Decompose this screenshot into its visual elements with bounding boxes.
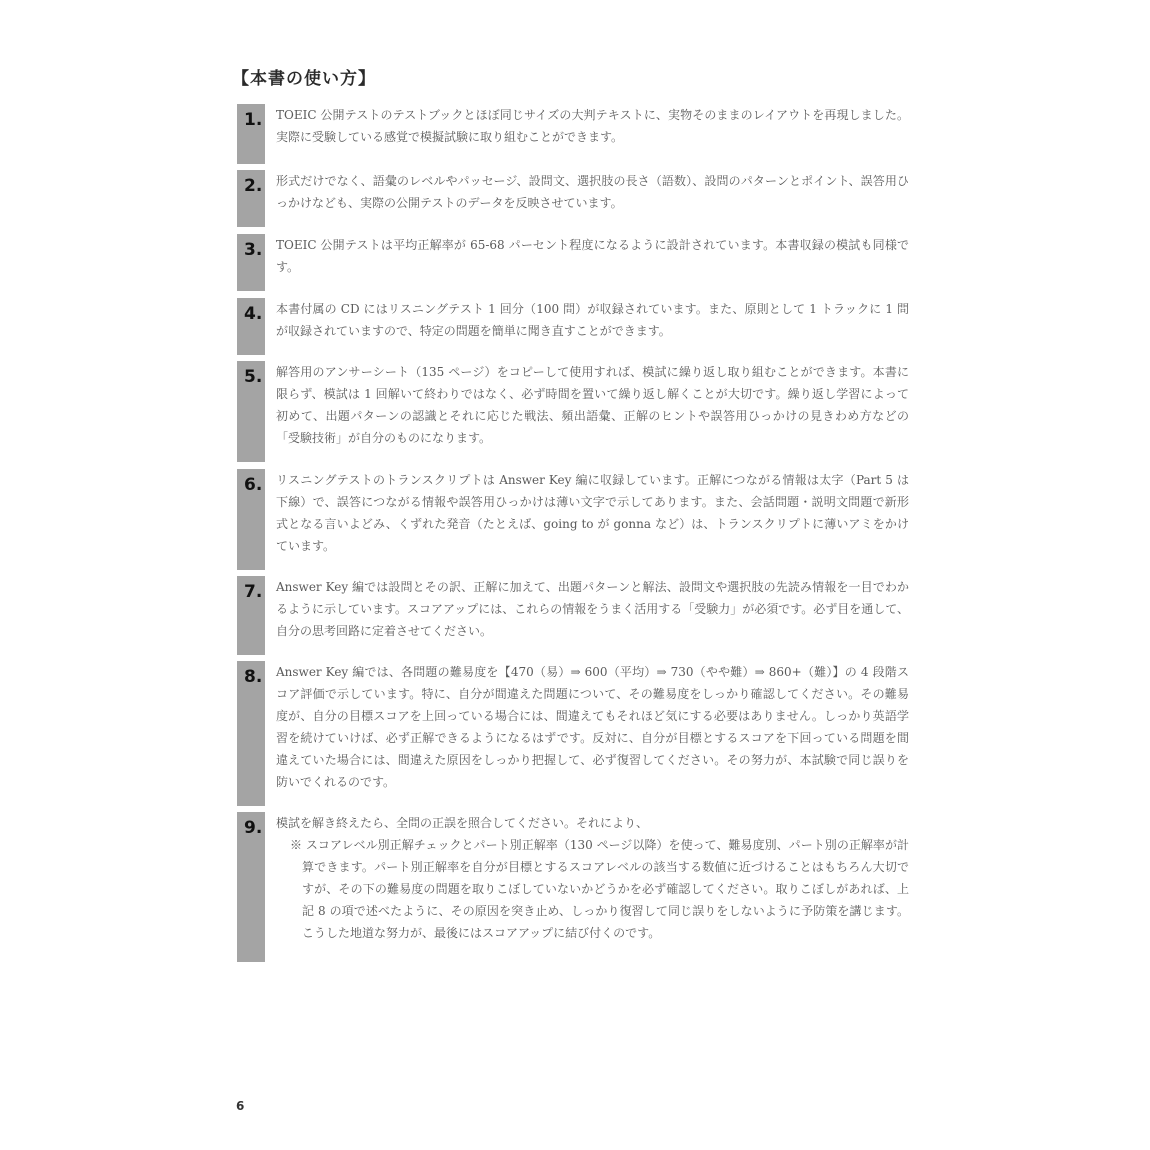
item-text: 解答用のアンサーシート（135 ページ）をコピーして使用すれば、模試に繰り返し取り組むことができます。本書に限らず、模試は 1 回解いて終わりではなく、必ず時間を置いて繰り返し解くことが大切です。繰り返し学習によって初めて、出題パターンの認識とそれに応じた戦法、頻出語彙、正解のヒントや誤答用ひっかけの見きわめ方などの「受験技術」が自分のものになります。	[276, 365, 909, 445]
item-text-block	[276, 812, 909, 944]
item-text: Answer Key 編では、各問題の難易度を【470（易）⇒ 600（平均）⇒ 730（やや難）⇒ 860+（難）】の 4 段階スコア評価で示しています。特に、自分が間違えた問題について、その難易度をしっかり確認してください。その難易度が、自分の目標スコアを上回っている場合には、間違えてもそれほど気にする必要はありません。しっかり英語学習を続けていけば、必ず正解できるようになるはずです。反対に、自分が目標とするスコアを下回っている問題を間違えていた場合には、間違えた原因をしっかり把握して、必ず復習してください。その努力が、本試験で同じ誤りを防いでくれるのです。	[276, 665, 909, 789]
item-number: 6.	[244, 475, 263, 495]
item-number-box	[237, 170, 265, 227]
item-note: ※ スコアレベル別正解チェックとパート別正解率（130 ページ以降）を使って、難易度別、パート別の正解率が計算できます。パート別正解率を自分が目標とするスコアレベルの該当する数値に近づけることはもちろん大切ですが、その下の難易度の問題を取りこぼしていないかどうかを必ず確認してください。取りこぼしがあれば、上記 8 の項で述べたように、その原因を突き止め、しっかり復習して同じ誤りをしないように予防策を講じます。こうした地道な努力が、最後にはスコアアップに結び付くのです。	[290, 838, 909, 940]
item-number-box	[237, 234, 265, 291]
usage-item-9	[237, 812, 909, 962]
item-text: 模試を解き終えたら、全問の正誤を照合してください。それにより、	[276, 816, 649, 830]
item-number: 8.	[244, 667, 263, 687]
page-heading: 【本書の使い方】	[232, 69, 376, 89]
item-number: 5.	[244, 367, 263, 387]
item-number-box	[237, 298, 265, 355]
item-number-box	[237, 576, 265, 655]
page-number: 6	[236, 1099, 245, 1113]
item-number-box	[237, 812, 265, 962]
item-text: TOEIC 公開テストのテストブックとほぼ同じサイズの大判テキストに、実物そのままのレイアウトを再現しました。実際に受験している感覚で模擬試験に取り組むことができます。	[276, 108, 909, 144]
item-text: TOEIC 公開テストは平均正解率が 65-68 パーセント程度になるように設計されています。本書収録の模試も同様です。	[276, 238, 909, 274]
usage-item-3	[237, 234, 909, 291]
usage-item-6	[237, 469, 909, 570]
item-number: 4.	[244, 304, 263, 324]
usage-item-4	[237, 298, 909, 355]
item-number-box	[237, 104, 265, 164]
item-text: 本書付属の CD にはリスニングテスト 1 回分（100 問）が収録されています。また、原則として 1 トラックに 1 問が収録されていますので、特定の問題を簡単に聞き直すことができます。	[276, 302, 909, 338]
item-text: リスニングテストのトランスクリプトは Answer Key 編に収録しています。正解につながる情報は太字（Part 5 は下線）で、誤答につながる情報や誤答用ひっかけは薄い文字で示してあります。また、会話問題・説明文問題で新形式となる言いよどみ、くずれた発音（たとえば、going to が gonna など）は、トランスクリプトに薄いアミをかけています。	[276, 473, 909, 553]
item-number: 3.	[244, 240, 263, 260]
item-number-box	[237, 661, 265, 806]
item-number: 7.	[244, 582, 263, 602]
item-number-box	[237, 361, 265, 462]
item-text: Answer Key 編では設問とその訳、正解に加えて、出題パターンと解法、設問文や選択肢の先読み情報を一目でわかるように示しています。スコアアップには、これらの情報をうまく活用する「受験力」が必須です。必ず目を通して、自分の思考回路に定着させてください。	[276, 580, 910, 638]
item-number: 1.	[244, 110, 263, 130]
item-text: 形式だけでなく、語彙のレベルやパッセージ、設問文、選択肢の長さ（語数）、設問のパターンとポイント、誤答用ひっかけなども、実際の公開テストのデータを反映させています。	[276, 174, 909, 210]
usage-item-7	[237, 576, 909, 655]
usage-item-5	[237, 361, 909, 462]
item-number: 2.	[244, 176, 263, 196]
usage-item-1	[237, 104, 909, 164]
usage-item-2	[237, 170, 909, 227]
usage-item-8	[237, 661, 909, 806]
item-number-box	[237, 469, 265, 570]
item-number: 9.	[244, 818, 263, 838]
